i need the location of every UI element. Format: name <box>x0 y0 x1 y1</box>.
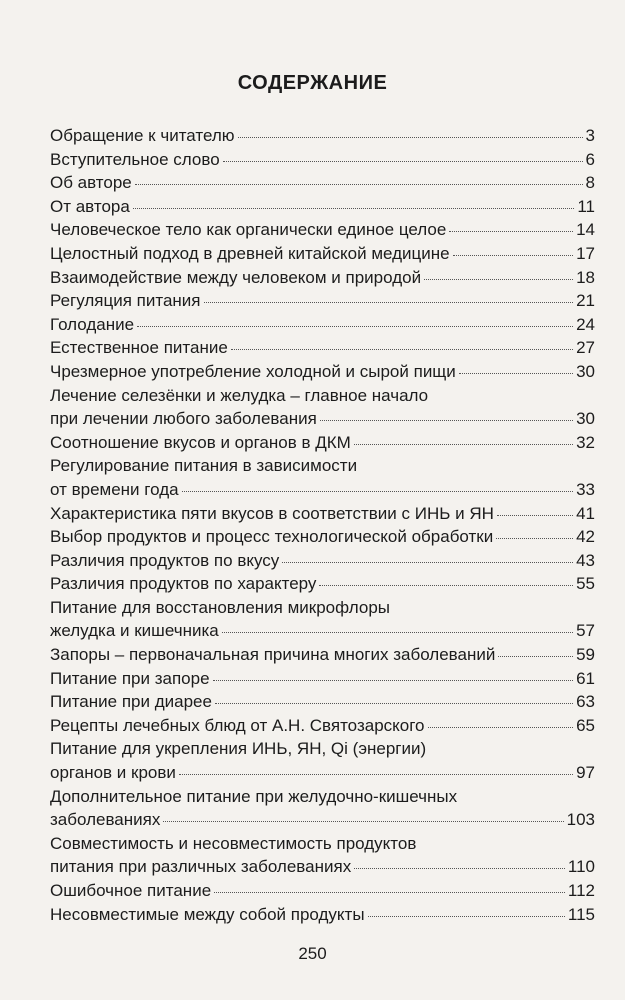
toc-entry-line <box>50 903 595 927</box>
dot-leader <box>222 631 573 633</box>
dot-leader <box>354 867 565 869</box>
toc-entry-line <box>50 832 595 856</box>
toc-entry-page: 97 <box>576 763 595 783</box>
toc-entry-title: Дополнительное питание при желудочно-кишечных <box>50 786 458 806</box>
toc-entry-line <box>50 667 595 691</box>
toc-entry-line <box>50 596 595 620</box>
toc-entry-page: 21 <box>576 291 595 311</box>
toc-entry-title: Вступительное слово <box>50 149 220 169</box>
dot-leader <box>214 891 565 893</box>
toc-entry-line <box>50 266 595 290</box>
toc-entry-title: Ошибочное питание <box>50 881 212 900</box>
toc-entry-title: Совместимость и несовместимость продуктов <box>50 833 417 853</box>
toc-entry-page: 33 <box>576 479 595 499</box>
toc-entry-title: заболеваниях <box>50 810 161 830</box>
toc-entry-line <box>50 737 595 761</box>
toc-entry-line <box>50 643 595 667</box>
table-of-contents <box>50 124 595 926</box>
dot-leader <box>133 207 575 209</box>
toc-entry-title: Рецепты лечебных блюд от А.Н. Святозарского <box>50 715 425 735</box>
dot-leader <box>453 254 573 256</box>
toc-entry-page: 24 <box>576 314 595 334</box>
dot-leader <box>179 773 573 775</box>
toc-entry <box>50 525 595 549</box>
toc-entry-line <box>50 549 595 573</box>
dot-leader <box>449 230 573 232</box>
dot-leader <box>319 584 573 586</box>
toc-entry <box>50 124 595 148</box>
toc-entry-line <box>50 431 595 455</box>
toc-entry-line <box>50 454 595 478</box>
dot-leader <box>498 655 573 657</box>
toc-entry <box>50 313 595 337</box>
toc-entry-page: 61 <box>576 668 595 688</box>
toc-entry <box>50 431 595 455</box>
dot-leader <box>424 278 573 280</box>
toc-entry-line <box>50 171 595 195</box>
toc-entry-title: Взаимодействие между человеком и природой <box>50 267 422 287</box>
toc-entry <box>50 148 595 172</box>
toc-entry-page: 30 <box>576 409 595 429</box>
toc-entry-page: 112 <box>567 881 595 900</box>
toc-entry-title: Питание при запоре <box>50 668 210 688</box>
toc-entry-line <box>50 124 595 148</box>
toc-entry-line <box>50 384 595 408</box>
toc-entry-title: Запоры – первоначальная причина многих заболеваний <box>50 645 496 665</box>
toc-entry-page: 14 <box>576 220 595 240</box>
toc-entry-line <box>50 879 595 903</box>
dot-leader <box>182 490 574 492</box>
toc-entry <box>50 667 595 691</box>
toc-entry-title: Различия продуктов по характеру <box>50 574 317 594</box>
toc-entry-line <box>50 785 595 809</box>
toc-entry-title: Характеристика пяти вкусов в соответствии с ИНЬ и ЯН <box>50 503 494 523</box>
toc-entry-title: при лечении любого заболевания <box>50 409 317 429</box>
toc-entry-line <box>50 714 595 738</box>
toc-entry-line <box>50 195 595 219</box>
toc-entry-title: желудка и кишечника <box>50 621 219 641</box>
toc-entry-line <box>50 289 595 313</box>
toc-entry <box>50 643 595 667</box>
toc-entry-page: 63 <box>576 692 595 712</box>
toc-entry-title: Чрезмерное употребление холодной и сырой пищи <box>50 361 456 381</box>
toc-entry-page: 17 <box>576 243 595 263</box>
toc-entry <box>50 879 595 903</box>
toc-entry-title: питания при различных заболеваниях <box>50 857 352 877</box>
toc-entry-line <box>50 619 595 643</box>
toc-entry-title: От автора <box>50 196 130 216</box>
dot-leader <box>135 183 583 185</box>
toc-entry-line <box>50 690 595 714</box>
toc-entry-page: 65 <box>576 715 595 735</box>
dot-leader <box>223 160 583 162</box>
toc-entry-title: Естественное питание <box>50 338 228 358</box>
toc-entry <box>50 454 595 501</box>
toc-entry <box>50 737 595 784</box>
toc-entry-page: 30 <box>576 361 595 381</box>
toc-entry <box>50 785 595 832</box>
toc-entry-page: 55 <box>576 574 595 594</box>
toc-entry-title: Лечение селезёнки и желудка – главное начало <box>50 385 429 405</box>
dot-leader <box>368 915 565 917</box>
toc-entry <box>50 690 595 714</box>
toc-entry-page: 42 <box>576 527 595 547</box>
toc-entry-line <box>50 313 595 337</box>
page-number: 250 <box>298 944 327 963</box>
toc-entry-line <box>50 502 595 526</box>
dot-leader <box>238 136 583 138</box>
toc-entry-page: 103 <box>566 810 595 830</box>
toc-entry-title: Соотношение вкусов и органов в ДКМ <box>50 432 351 452</box>
toc-entry-title: Выбор продуктов и процесс технологической обработки <box>50 527 494 547</box>
toc-entry-page: 43 <box>576 550 595 570</box>
toc-entry <box>50 596 595 643</box>
toc-entry-title: Человеческое тело как органически единое целое <box>50 220 447 240</box>
toc-entry-title: Голодание <box>50 314 135 334</box>
toc-entry-line <box>50 242 595 266</box>
toc-entry <box>50 336 595 360</box>
toc-entry-page: 18 <box>576 267 595 287</box>
toc-entry-line <box>50 572 595 596</box>
dot-leader <box>204 301 574 303</box>
toc-entry-page: 11 <box>577 196 595 216</box>
dot-leader <box>163 820 563 822</box>
toc-entry <box>50 171 595 195</box>
toc-entry <box>50 218 595 242</box>
toc-entry <box>50 384 595 431</box>
toc-entry-line <box>50 336 595 360</box>
toc-entry-title: Несовместимые между собой продукты <box>50 904 365 924</box>
toc-entry-page: 32 <box>576 432 595 452</box>
toc-entry-page: 110 <box>567 857 595 877</box>
toc-entry-page: 115 <box>567 904 595 924</box>
dot-leader <box>320 419 573 421</box>
toc-entry <box>50 266 595 290</box>
toc-entry <box>50 289 595 313</box>
toc-entry-title: органов и крови <box>50 763 176 783</box>
toc-entry <box>50 572 595 596</box>
toc-entry-page: 8 <box>585 173 595 193</box>
dot-leader <box>282 561 573 563</box>
toc-entry-title: Питание при диарее <box>50 692 212 712</box>
toc-entry-page: 3 <box>585 126 595 145</box>
toc-entry <box>50 360 595 384</box>
dot-leader <box>428 726 574 728</box>
toc-entry-page: 41 <box>576 503 595 523</box>
toc-entry-title: Об авторе <box>50 173 132 193</box>
toc-entry-line <box>50 761 595 785</box>
toc-entry <box>50 832 595 879</box>
toc-entry <box>50 903 595 927</box>
dot-leader <box>497 514 573 516</box>
toc-entry-page: 27 <box>576 338 595 358</box>
toc-entry-line <box>50 148 595 172</box>
dot-leader <box>459 372 573 374</box>
dot-leader <box>354 443 573 445</box>
toc-entry-line <box>50 525 595 549</box>
toc-entry-page: 57 <box>576 621 595 641</box>
toc-entry-title: от времени года <box>50 479 179 499</box>
toc-entry-title: Питание для укрепления ИНЬ, ЯН, Qi (энергии) <box>50 739 427 759</box>
toc-entry-title: Различия продуктов по вкусу <box>50 550 280 570</box>
toc-entry <box>50 502 595 526</box>
toc-entry-title: Целостный подход в древней китайской медицине <box>50 243 450 263</box>
toc-entry-line <box>50 360 595 384</box>
toc-entry-line <box>50 478 595 502</box>
toc-entry <box>50 242 595 266</box>
toc-entry-line <box>50 407 595 431</box>
toc-entry-line <box>50 218 595 242</box>
toc-entry-title: Регуляция питания <box>50 291 201 311</box>
toc-entry-line <box>50 855 595 879</box>
toc-entry-title: Питание для восстановления микрофлоры <box>50 597 390 617</box>
toc-entry <box>50 714 595 738</box>
dot-leader <box>213 679 574 681</box>
toc-entry-line <box>50 808 595 832</box>
dot-leader <box>231 348 573 350</box>
toc-entry-page: 59 <box>576 645 595 665</box>
toc-entry <box>50 195 595 219</box>
dot-leader <box>215 702 573 704</box>
toc-entry-title: Обращение к читателю <box>50 126 235 145</box>
toc-entry-title: Регулирование питания в зависимости <box>50 456 358 476</box>
dot-leader <box>137 325 573 327</box>
toc-entry <box>50 549 595 573</box>
toc-entry-page: 6 <box>585 149 595 169</box>
page-title: СОДЕРЖАНИЕ <box>237 72 388 94</box>
dot-leader <box>496 537 573 539</box>
